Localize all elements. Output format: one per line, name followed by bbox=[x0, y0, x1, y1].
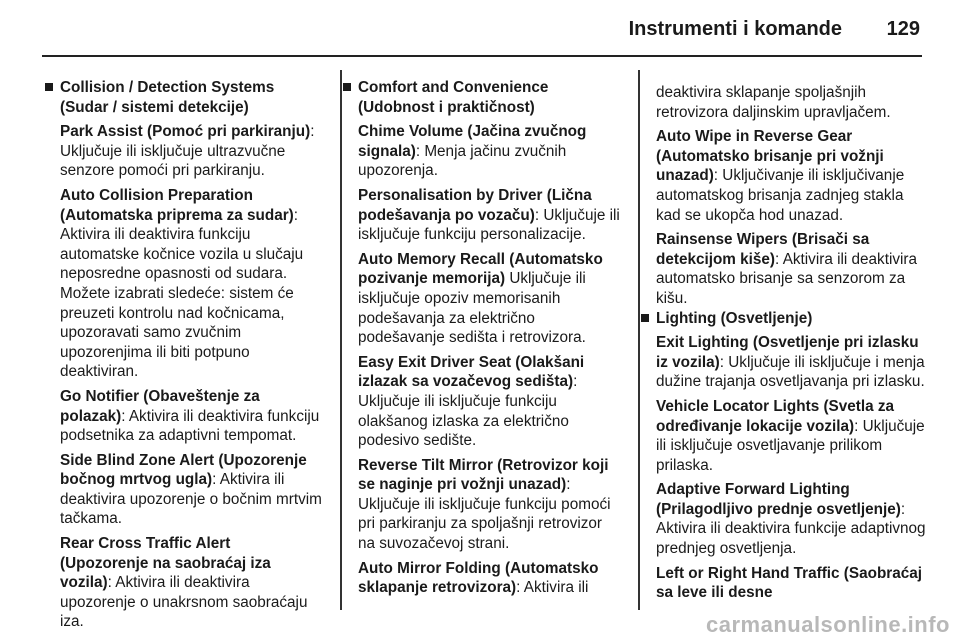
term-separator: : bbox=[854, 417, 859, 435]
setting-description: Aktivira ili deaktivira automatsko brisanje sa senzorom za kišu. bbox=[656, 250, 917, 307]
setting-item bbox=[656, 230, 928, 308]
setting-term: Auto Mirror Folding (Automatsko sklapanje retrovizora) bbox=[358, 559, 599, 597]
setting-term: Reverse Tilt Mirror (Retrovizor koji se naginje pri vožnji unazad) bbox=[358, 456, 609, 494]
term-separator: : bbox=[573, 373, 578, 391]
section-heading bbox=[60, 78, 322, 117]
setting-term: Auto Wipe in Reverse Gear (Automatsko brisanje pri vožnji unazad) bbox=[656, 128, 884, 185]
setting-term: Adaptive Forward Lighting (Prilagodljivo prednje osvetljenje) bbox=[656, 481, 901, 518]
term-separator: : bbox=[212, 471, 217, 489]
setting-item bbox=[358, 353, 620, 451]
setting-description: Uključuje ili isključuje funkciju pomoći pri parkiranju za spoljašnji retrovizor na suvozačevoj strani. bbox=[358, 495, 611, 553]
setting-item bbox=[60, 387, 322, 446]
setting-description: Uključivanje ili isključivanje automatskog brisanja zadnjeg stakla kad se ukopča hod unazad. bbox=[656, 167, 905, 224]
bullet-icon bbox=[45, 83, 53, 91]
setting-description: Uključuje ili isključuje osvetljavanje prilikom prilaska. bbox=[656, 417, 925, 474]
term-separator: : bbox=[719, 353, 724, 371]
section-title: Comfort and Convenience (Udobnost i praktičnost) bbox=[358, 79, 549, 116]
header-rule bbox=[42, 55, 922, 57]
setting-description: Aktivira ili bbox=[523, 579, 589, 597]
term-separator: : bbox=[566, 476, 571, 494]
setting-description: Aktivira ili deaktivira funkciju automatske kočnice vozila u slučaju neposredne opasnosti od sudara. Možete izabrati sledeće: sistem će preuzeti kontrolu nad kočnicama, upozoravati samo zvučnim upozorenjima ili biti potpuno deaktiviran. bbox=[60, 226, 304, 381]
setting-description: Uključuje ili isključuje i menja dužine trajanja osvetljavanja pri izlasku. bbox=[656, 353, 925, 391]
column-divider bbox=[638, 70, 640, 610]
term-separator: : bbox=[534, 206, 540, 224]
term-separator: : bbox=[293, 206, 299, 224]
setting-term: Left or Right Hand Traffic (Saobraćaj sa leve ili desne bbox=[656, 564, 923, 602]
page-title: Instrumenti i komande bbox=[628, 18, 842, 40]
column-divider bbox=[340, 70, 342, 610]
setting-item bbox=[60, 451, 322, 529]
setting-item bbox=[358, 186, 620, 245]
setting-term: Auto Collision Preparation (Automatska priprema za sudar) bbox=[60, 186, 294, 224]
setting-term: Vehicle Locator Lights (Svetla za određivanje lokacije vozila) bbox=[656, 397, 895, 435]
setting-item bbox=[60, 122, 322, 181]
setting-description: Aktivira ili deaktivira funkciju podsetnika za adaptivni tempomat. bbox=[60, 407, 320, 445]
column-2 bbox=[358, 78, 620, 598]
term-separator: : bbox=[107, 574, 112, 592]
setting-term: Rainsense Wipers (Brisači sa detekcijom kiše) bbox=[656, 231, 870, 268]
setting-term: Easy Exit Driver Seat (Olakšani izlazak sa vozačevog sedišta) bbox=[358, 353, 585, 391]
setting-item bbox=[358, 250, 620, 348]
term-separator: : bbox=[900, 500, 906, 518]
column-1 bbox=[60, 78, 322, 632]
term-separator: : bbox=[310, 123, 315, 141]
bullet-icon bbox=[343, 83, 351, 91]
term-separator: : bbox=[775, 250, 780, 268]
column-3 bbox=[656, 78, 928, 603]
setting-item bbox=[656, 397, 928, 475]
setting-item bbox=[656, 127, 928, 225]
setting-description: Aktivira ili deaktivira funkcije adaptivnog prednjeg osvetljenja. bbox=[656, 520, 926, 558]
setting-description: Uključuje ili isključuje ultrazvučne senzore pomoći pri parkiranju. bbox=[60, 142, 286, 180]
term-separator: : bbox=[415, 142, 421, 160]
setting-term: Chime Volume (Jačina zvučnog signala) bbox=[358, 123, 587, 160]
setting-description: Aktivira ili deaktivira upozorenje o bočnim mrtvim tačkama. bbox=[60, 471, 322, 528]
setting-term: Park Assist (Pomoć pri parkiranju) bbox=[60, 123, 311, 141]
setting-term: Rear Cross Traffic Alert (Upozorenje na saobraćaj iza vozila) bbox=[60, 535, 271, 592]
setting-item bbox=[656, 564, 928, 603]
setting-term: Personalisation by Driver (Lična podešavanja po vozaču) bbox=[358, 186, 592, 224]
setting-term: Auto Memory Recall (Automatsko pozivanje memorija) bbox=[358, 250, 603, 288]
setting-item bbox=[358, 122, 620, 181]
term-separator: : bbox=[121, 407, 126, 425]
page-header bbox=[0, 0, 960, 56]
setting-description: Uključuje ili isključuje opoziv memorisanih podešavanja za električno podešavanje sedišta i retrovizora. bbox=[358, 270, 586, 347]
setting-item bbox=[358, 559, 620, 598]
setting-term: Exit Lighting (Osvetljenje pri izlasku iz vozila) bbox=[656, 334, 919, 371]
section-heading bbox=[358, 78, 620, 117]
setting-item bbox=[60, 534, 322, 632]
term-separator: : bbox=[713, 167, 719, 185]
term-separator: : bbox=[516, 579, 521, 597]
setting-item bbox=[60, 186, 322, 382]
bullet-icon bbox=[641, 314, 649, 322]
setting-item bbox=[656, 480, 928, 558]
setting-item bbox=[656, 83, 928, 122]
page-number: 129 bbox=[886, 18, 920, 40]
section-title: Lighting (Osvetljenje) bbox=[656, 309, 813, 327]
setting-description: Uključuje ili isključuje funkciju personalizacije. bbox=[358, 206, 620, 244]
setting-description: Menja jačinu zvučnih upozorenja. bbox=[358, 142, 567, 180]
watermark: carmanualsonline.info bbox=[706, 612, 950, 637]
setting-description: deaktivira sklapanje spoljašnjih retrovizora daljinskim upravljačem. bbox=[656, 84, 891, 121]
setting-description: Uključuje ili isključuje funkciju olakšanog izlaska za električno podesivo sedište. bbox=[358, 392, 569, 450]
setting-description: Aktivira ili deaktivira upozorenje o unakrsnom saobraćaju iza. bbox=[60, 574, 308, 631]
setting-term: Go Notifier (Obaveštenje za polazak) bbox=[60, 387, 260, 425]
setting-item bbox=[358, 456, 620, 554]
setting-term: Side Blind Zone Alert (Upozorenje bočnog mrtvog ugla) bbox=[60, 451, 307, 489]
section-heading bbox=[656, 309, 928, 329]
setting-item bbox=[656, 333, 928, 392]
section-title: Collision / Detection Systems (Sudar / sistemi detekcije) bbox=[60, 79, 275, 116]
